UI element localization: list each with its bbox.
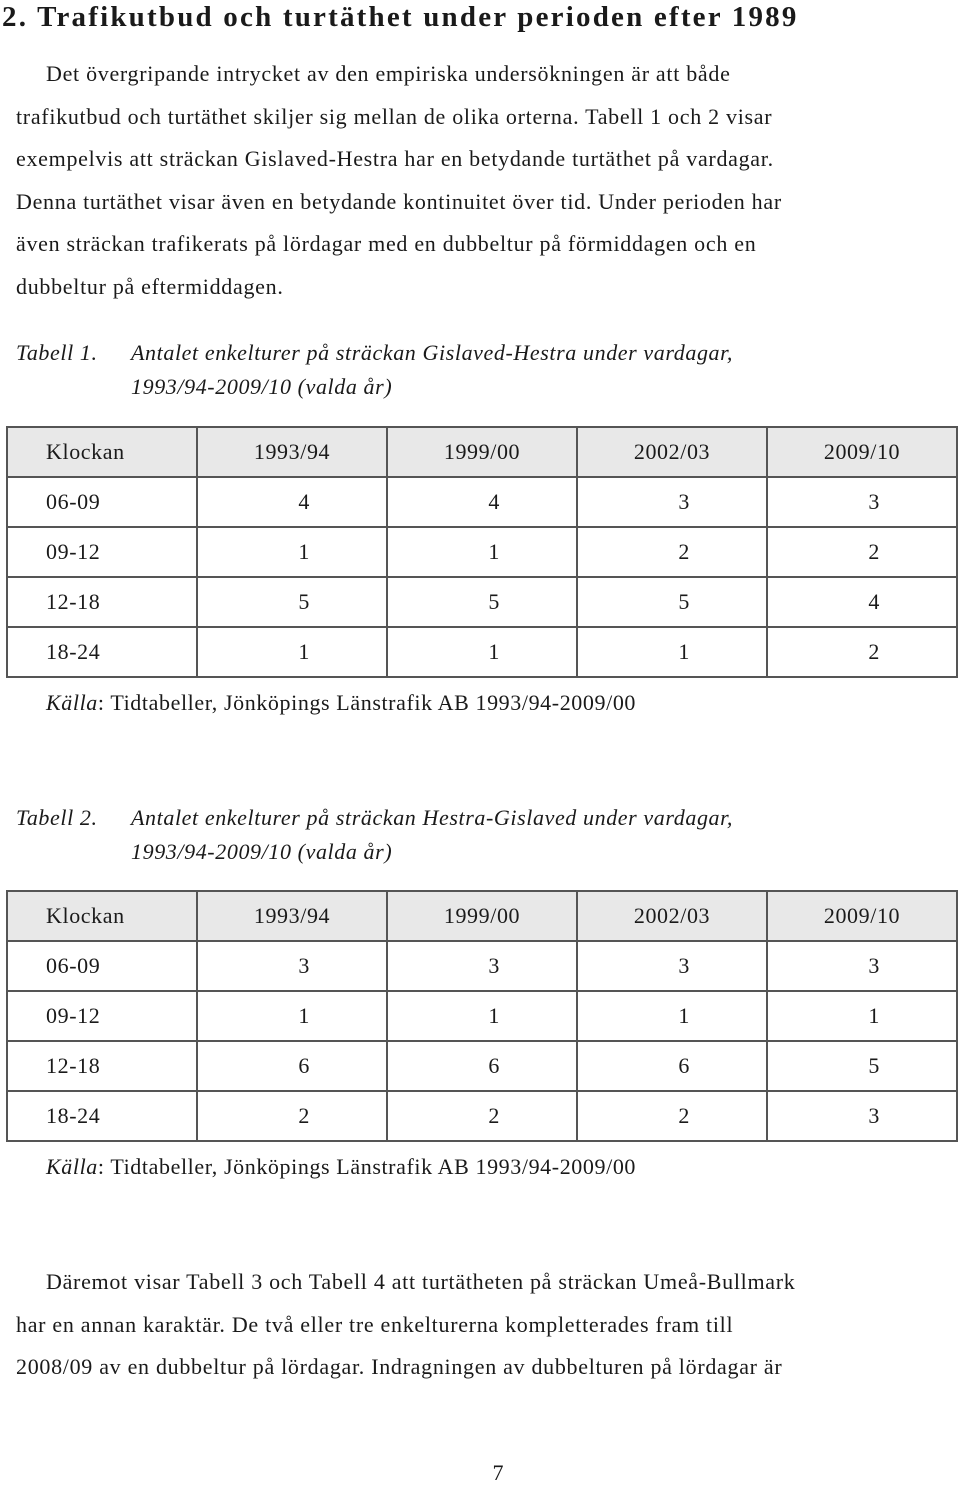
column-header: 2009/10 [767, 427, 957, 477]
table-cell: 3 [577, 477, 767, 527]
table-header-row [7, 891, 957, 941]
table-row [7, 477, 957, 527]
intro-line: Denna turtäthet visar även en betydande kontinuitet över tid. Under perioden har [16, 188, 782, 214]
table-row [7, 991, 957, 1041]
table-cell: 5 [387, 577, 577, 627]
column-header: 2009/10 [767, 891, 957, 941]
table-cell: 1 [387, 527, 577, 577]
intro-line: dubbeltur på eftermiddagen. [16, 273, 284, 299]
table-cell: 3 [767, 477, 957, 527]
table-cell: 12-18 [7, 577, 197, 627]
table-1-label: Tabell 1. [16, 340, 98, 365]
table-cell: 3 [387, 941, 577, 991]
table-cell: 06-09 [7, 477, 197, 527]
source-label: Källa [46, 1154, 98, 1179]
table-2-label: Tabell 2. [16, 805, 98, 830]
table-cell: 3 [577, 941, 767, 991]
source-label: Källa [46, 690, 98, 715]
table-row [7, 1041, 957, 1091]
closing-line: Däremot visar Tabell 3 och Tabell 4 att turtätheten på sträckan Umeå-Bullmark [46, 1269, 796, 1294]
table-cell: 3 [767, 1091, 957, 1141]
table-cell: 2 [577, 1091, 767, 1141]
column-header: 1993/94 [197, 891, 387, 941]
table-2-caption-subtitle: 1993/94-2009/10 (valda år) [131, 839, 393, 864]
table-cell: 1 [387, 627, 577, 677]
table-cell: 06-09 [7, 941, 197, 991]
table-2-source [46, 1152, 636, 1182]
table-2-caption [16, 801, 946, 869]
source-text: : Tidtabeller, Jönköpings Länstrafik AB 1993/94-2009/00 [97, 1154, 637, 1179]
intro-line: exempelvis att sträckan Gislaved-Hestra har en betydande turtäthet på vardagar. [16, 146, 774, 171]
table-cell: 09-12 [7, 527, 197, 577]
table-cell: 18-24 [7, 627, 197, 677]
table-cell: 1 [197, 627, 387, 677]
source-text: : Tidtabeller, Jönköpings Länstrafik AB 1993/94-2009/00 [97, 690, 637, 715]
table-1-caption-subtitle: 1993/94-2009/10 (valda år) [131, 374, 393, 399]
column-header: 1999/00 [387, 891, 577, 941]
column-header: Klockan [7, 891, 197, 941]
table-cell: 3 [197, 941, 387, 991]
table-header-row [7, 427, 957, 477]
table-1-source [46, 688, 636, 718]
intro-line: trafikutbud och turtäthet skiljer sig mellan de olika orterna. Tabell 1 och 2 visar [16, 103, 773, 129]
table-row [7, 1091, 957, 1141]
intro-line: även sträckan trafikerats på lördagar med en dubbeltur på förmiddagen och en [16, 231, 757, 256]
intro-line: Det övergripande intrycket av den empiriska undersökningen är att både [46, 61, 731, 86]
table-cell: 1 [577, 627, 767, 677]
table-row [7, 527, 957, 577]
table-cell: 5 [577, 577, 767, 627]
table-cell: 4 [767, 577, 957, 627]
closing-line: har en annan karaktär. De två eller tre enkelturerna kompletterades fram till [16, 1311, 734, 1337]
page-number: 7 [492, 1460, 504, 1485]
table-1 [6, 426, 958, 678]
table-cell: 18-24 [7, 1091, 197, 1141]
column-header: Klockan [7, 427, 197, 477]
table-cell: 1 [197, 527, 387, 577]
table-cell: 4 [197, 477, 387, 527]
table-cell: 6 [387, 1041, 577, 1091]
table-1-caption-text: Antalet enkelturer på sträckan Gislaved-Hestra under vardagar, [131, 340, 733, 365]
table-cell: 5 [197, 577, 387, 627]
closing-line: 2008/09 av en dubbeltur på lördagar. Indragningen av dubbelturen på lördagar är [16, 1354, 783, 1379]
closing-paragraph [16, 1261, 946, 1389]
table-row [7, 941, 957, 991]
table-1-caption [16, 336, 946, 404]
table-cell: 2 [767, 627, 957, 677]
table-row [7, 627, 957, 677]
column-header: 2002/03 [577, 891, 767, 941]
table-cell: 2 [577, 527, 767, 577]
table-cell: 1 [197, 991, 387, 1041]
table-cell: 5 [767, 1041, 957, 1091]
column-header: 1993/94 [197, 427, 387, 477]
table-cell: 1 [767, 991, 957, 1041]
table-cell: 1 [577, 991, 767, 1041]
column-header: 1999/00 [387, 427, 577, 477]
table-cell: 2 [387, 1091, 577, 1141]
column-header: 2002/03 [577, 427, 767, 477]
section-heading: 2. Trafikutbud och turtäthet under perioden efter 1989 [2, 1, 799, 33]
table-row [7, 577, 957, 627]
table-cell: 12-18 [7, 1041, 197, 1091]
table-cell: 2 [197, 1091, 387, 1141]
table-2-caption-text: Antalet enkelturer på sträckan Hestra-Gislaved under vardagar, [131, 805, 733, 830]
table-cell: 2 [767, 527, 957, 577]
table-cell: 1 [387, 991, 577, 1041]
table-cell: 3 [767, 941, 957, 991]
table-cell: 09-12 [7, 991, 197, 1041]
table-cell: 4 [387, 477, 577, 527]
table-cell: 6 [577, 1041, 767, 1091]
table-cell: 6 [197, 1041, 387, 1091]
table-2 [6, 890, 958, 1142]
intro-paragraph [16, 53, 946, 308]
